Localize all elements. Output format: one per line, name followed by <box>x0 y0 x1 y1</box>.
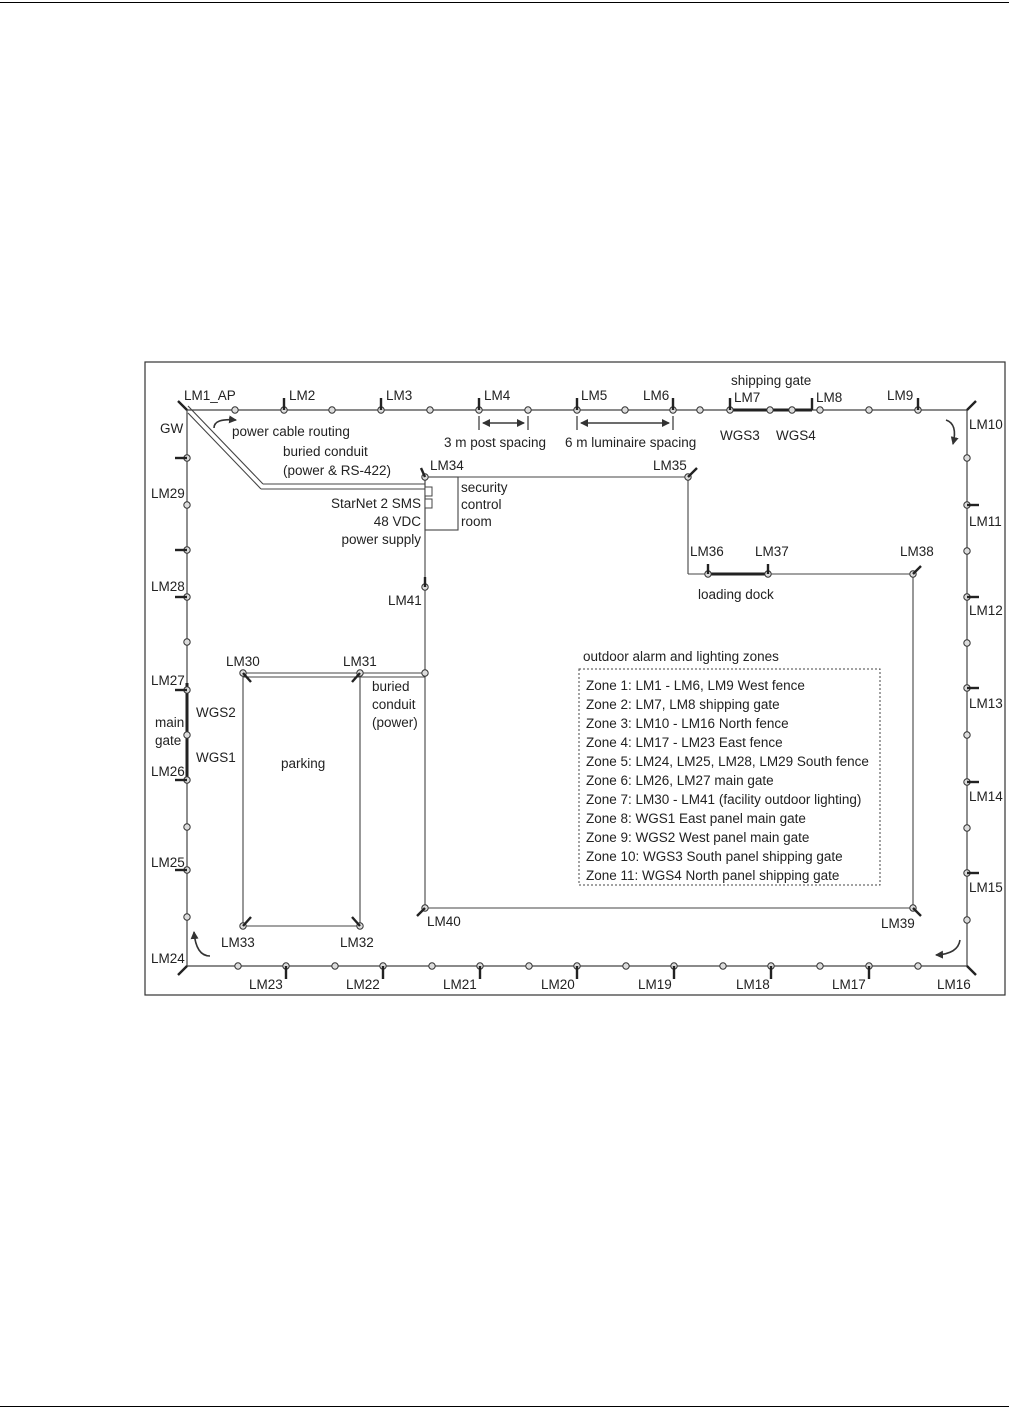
fence-post <box>964 732 970 738</box>
label-lm34: LM34 <box>430 458 464 473</box>
zones-title: outdoor alarm and lighting zones <box>583 649 779 664</box>
fence-post <box>817 963 823 969</box>
label-loading-dock: loading dock <box>698 587 774 602</box>
fence-post <box>429 963 435 969</box>
luminaire-mark <box>243 917 251 926</box>
fence-post <box>329 407 335 413</box>
zone-item: Zone 9: WGS2 West panel main gate <box>586 830 810 845</box>
label-buried-conduit-1: buried conduit <box>283 444 368 459</box>
label-lm18: LM18 <box>736 977 770 992</box>
label-lm13: LM13 <box>969 696 1003 711</box>
label-lm1: LM1_AP <box>184 388 236 403</box>
fence-post <box>184 639 190 645</box>
fence-post <box>767 407 773 413</box>
label-buried-low-2: conduit <box>372 697 416 712</box>
zone-item: Zone 3: LM10 - LM16 North fence <box>586 716 789 731</box>
routing-arrows <box>194 420 960 956</box>
fence-post <box>964 825 970 831</box>
luminaire-mark <box>417 908 425 916</box>
label-gw: GW <box>160 421 184 436</box>
label-48vdc: 48 VDC <box>373 514 421 529</box>
label-lm25: LM25 <box>151 855 185 870</box>
fence-post <box>235 963 241 969</box>
label-lm8: LM8 <box>816 390 843 405</box>
label-security-1: security <box>461 480 508 495</box>
starnet-box-2 <box>425 499 432 508</box>
zone-item: Zone 8: WGS1 East panel main gate <box>586 811 806 826</box>
luminaire-mark <box>967 401 976 410</box>
fence-post <box>789 407 795 413</box>
label-lm20: LM20 <box>541 977 575 992</box>
fence-post <box>184 824 190 830</box>
label-lm23: LM23 <box>249 977 283 992</box>
fence-post <box>964 548 970 554</box>
label-lm14: LM14 <box>969 789 1003 804</box>
label-lm21: LM21 <box>443 977 477 992</box>
label-lm37: LM37 <box>755 544 789 559</box>
fence-post <box>720 963 726 969</box>
label-wgs2: WGS2 <box>196 705 236 720</box>
luminaire-mark <box>913 566 921 574</box>
label-power-supply: power supply <box>341 532 421 547</box>
facility-post <box>422 670 428 676</box>
starnet-box-1 <box>425 487 432 496</box>
fence-post <box>623 963 629 969</box>
fence-post <box>866 407 872 413</box>
fence-post <box>915 963 921 969</box>
luminaire-mark <box>967 966 976 975</box>
fence-post <box>184 914 190 920</box>
spacing-dimension-arrows <box>479 416 673 430</box>
label-lm17: LM17 <box>832 977 866 992</box>
label-lm26: LM26 <box>151 764 185 779</box>
label-main-1: main <box>155 715 185 730</box>
label-lm33: LM33 <box>221 935 255 950</box>
label-lm4: LM4 <box>484 388 511 403</box>
fence-post <box>526 963 532 969</box>
label-lm32: LM32 <box>340 935 374 950</box>
label-lm2: LM2 <box>289 388 316 403</box>
fence-post <box>817 407 823 413</box>
label-lm40: LM40 <box>427 914 461 929</box>
label-lm6: LM6 <box>643 388 670 403</box>
label-wgs3: WGS3 <box>720 428 760 443</box>
zone-item: Zone 7: LM30 - LM41 (facility outdoor lighting) <box>586 792 862 807</box>
label-lm39: LM39 <box>881 916 915 931</box>
label-lm22: LM22 <box>346 977 380 992</box>
zone-item: Zone 6: LM26, LM27 main gate <box>586 773 774 788</box>
zone-item: Zone 10: WGS3 South panel shipping gate <box>586 849 843 864</box>
label-lm9: LM9 <box>887 388 914 403</box>
luminaires <box>175 398 979 979</box>
label-lm27: LM27 <box>151 673 185 688</box>
fence-post <box>427 407 433 413</box>
label-security-3: room <box>461 514 492 529</box>
fence-post <box>184 732 190 738</box>
zone-item: Zone 2: LM7, LM8 shipping gate <box>586 697 780 712</box>
fence-post <box>232 407 238 413</box>
label-lm41: LM41 <box>388 593 422 608</box>
label-luminaire-spacing: 6 m luminaire spacing <box>565 435 697 450</box>
label-wgs1: WGS1 <box>196 750 236 765</box>
label-lm36: LM36 <box>690 544 724 559</box>
luminaire-mark <box>688 468 697 477</box>
label-lm5: LM5 <box>581 388 608 403</box>
label-lm38: LM38 <box>900 544 934 559</box>
luminaire-mark <box>178 966 187 975</box>
zone-item: Zone 5: LM24, LM25, LM28, LM29 South fence <box>586 754 869 769</box>
fence-post <box>964 640 970 646</box>
label-buried-low-3: (power) <box>372 715 418 730</box>
zones-legend <box>583 649 869 883</box>
fence-post <box>184 502 190 508</box>
label-lm30: LM30 <box>226 654 260 669</box>
label-lm15: LM15 <box>969 880 1003 895</box>
label-lm24: LM24 <box>151 951 185 966</box>
label-main-2: gate <box>155 733 182 748</box>
label-lm35: LM35 <box>653 458 687 473</box>
fence-post <box>525 407 531 413</box>
luminaire-mark <box>913 908 921 916</box>
label-power-cable-routing: power cable routing <box>232 424 350 439</box>
label-buried-conduit-2: (power & RS-422) <box>283 463 392 478</box>
label-lm19: LM19 <box>638 977 672 992</box>
label-lm29: LM29 <box>151 486 185 501</box>
label-lm10: LM10 <box>969 417 1003 432</box>
fence-post <box>964 917 970 923</box>
label-lm12: LM12 <box>969 603 1003 618</box>
label-lm3: LM3 <box>386 388 413 403</box>
label-parking: parking <box>281 756 326 771</box>
luminaire-mark <box>352 917 360 926</box>
zone-item: Zone 11: WGS4 North panel shipping gate <box>586 868 840 883</box>
diagram-frame <box>145 362 1005 995</box>
fence-post <box>332 963 338 969</box>
label-shipping-gate: shipping gate <box>731 373 812 388</box>
label-wgs4: WGS4 <box>776 428 816 443</box>
label-lm16: LM16 <box>937 977 971 992</box>
label-post-spacing: 3 m post spacing <box>444 435 547 450</box>
fence-post <box>697 407 703 413</box>
label-buried-low-1: buried <box>372 679 410 694</box>
zone-item: Zone 1: LM1 - LM6, LM9 West fence <box>586 678 805 693</box>
luminaire-labels <box>151 388 1003 992</box>
zone-item: Zone 4: LM17 - LM23 East fence <box>586 735 783 750</box>
perimeter-fence <box>187 410 967 966</box>
label-security-2: control <box>461 497 502 512</box>
label-lm11: LM11 <box>969 514 1002 529</box>
fence-post <box>964 455 970 461</box>
label-lm31: LM31 <box>343 654 377 669</box>
label-starnet: StarNet 2 SMS <box>330 496 421 511</box>
label-lm7: LM7 <box>734 390 761 405</box>
fence-post <box>622 407 628 413</box>
label-lm28: LM28 <box>151 579 185 594</box>
